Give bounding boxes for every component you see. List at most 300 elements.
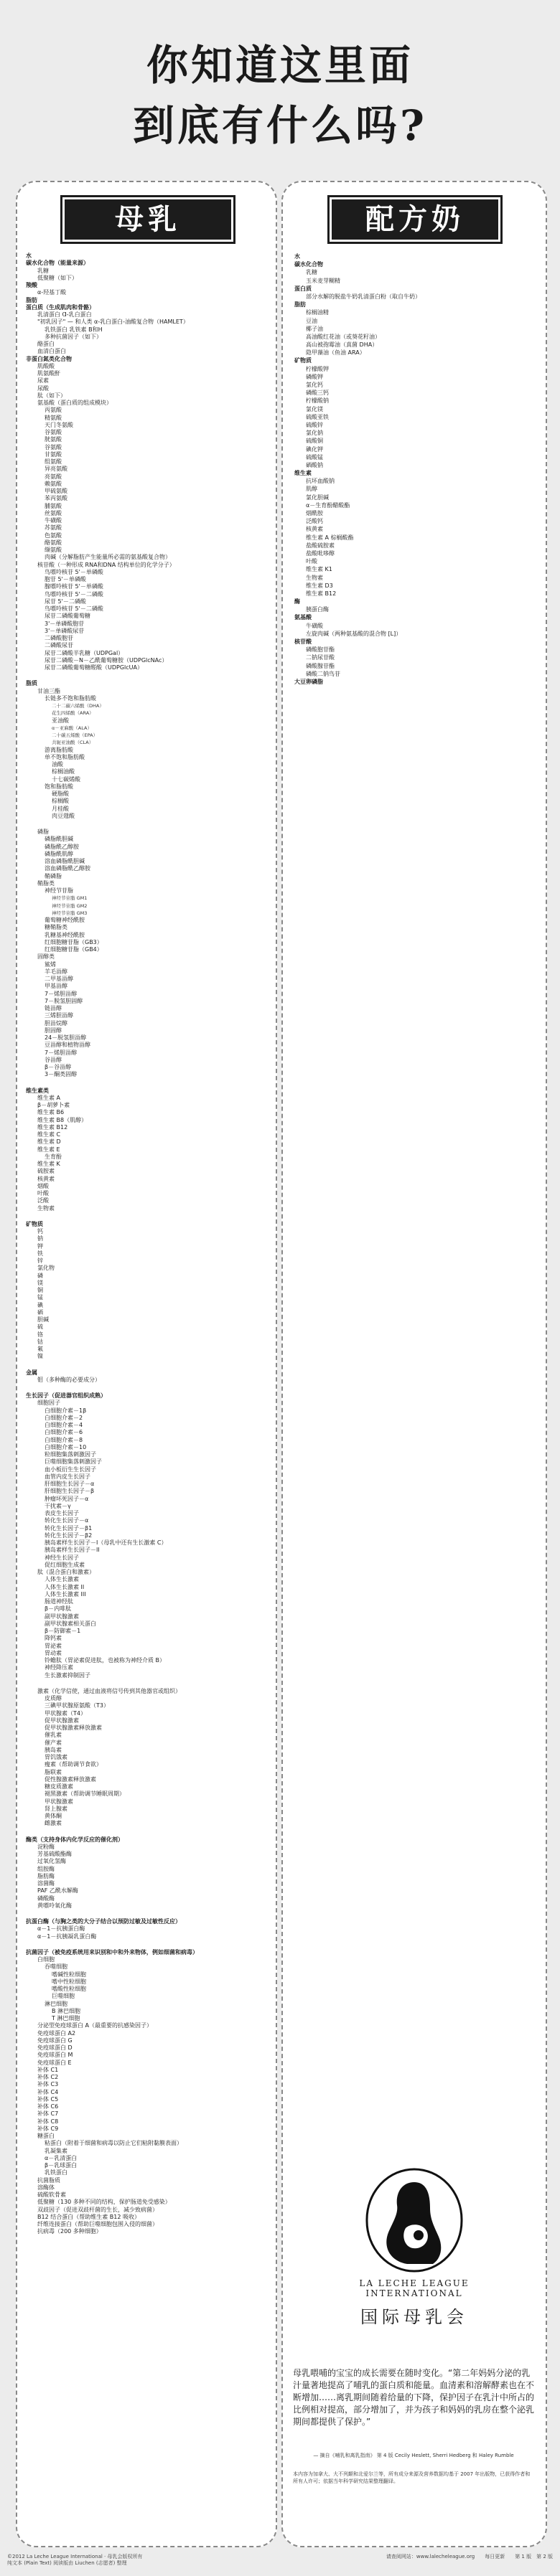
ingredient-item: 锰 [37, 1294, 43, 1301]
ingredient-item: 尿苷二磷酸葡萄糖 [45, 613, 90, 620]
ingredient-item: 抗坏血酸钠 [306, 478, 335, 485]
ingredient-item: 抗病毒（200 多种细胞） [37, 2228, 102, 2235]
ingredient-item: 二钠尿苷酸 [306, 654, 335, 661]
ingredient-item: 肌醇 [306, 486, 317, 493]
ingredient-item: 激素（化学信使，通过血液将信号传到其他器官或组织） [37, 1687, 181, 1694]
ingredient-item: B 淋巴细胞 [52, 2007, 81, 2014]
ingredient-item: 转化生长因子－α [45, 1517, 89, 1524]
ingredient-item: α－亚麻酸（ALA） [52, 725, 92, 731]
ingredient-item: 谷氨酸 [45, 429, 62, 435]
ingredient-item: 高油酸红花油（或葵花籽油） [306, 333, 381, 340]
ingredient-item: 免疫球蛋白 A2 [37, 2029, 76, 2037]
ingredient-item: 甲状腺素（T4） [45, 1709, 86, 1717]
spacer [26, 1940, 270, 1949]
ingredient-item: 磷脂 [37, 829, 49, 835]
breastmilk-column [16, 181, 277, 2547]
ingredient-item: B12 结合蛋白（帮助维生素 B12 吸收） [37, 2213, 140, 2220]
ingredient-item: 叶酸 [37, 1190, 49, 1197]
ingredient-item: 钾 [37, 1242, 43, 1250]
ingredient-item: 维生素 B12 [37, 1123, 68, 1131]
ingredient-item: 尿酸 [37, 384, 49, 392]
ingredient-item: 白细胞介素－1β [45, 1407, 87, 1414]
ingredient-item: 苏氨酸 [45, 524, 62, 532]
ingredient-item: 氯化钠 [306, 430, 323, 437]
ingredient-item: 生物素 [306, 574, 323, 581]
ingredient-item: 尿苷 5'－二磷酸 [45, 598, 86, 605]
ingredient-item: α－1－抗胰凝乳蛋白酶 [37, 1933, 97, 1940]
ingredient-item: 肿瘤坏死因子－α [45, 1495, 89, 1502]
ingredient-item: 补体 C2 [37, 2074, 59, 2080]
ingredient-item: 脂联素 [45, 1768, 62, 1775]
ingredient-item: 腺嘌呤核苷 5'－单磷酸 [45, 583, 103, 590]
ingredient-item: 白细胞介素－4 [45, 1422, 83, 1428]
ingredient-item: 补体 C8 [37, 2118, 59, 2125]
category-heading: 脂质 [26, 680, 37, 687]
ingredient-item: 铬 [37, 1331, 43, 1338]
ingredient-item: 维生素 K1 [306, 566, 332, 573]
ingredient-item: 副甲状腺激素 [45, 1613, 79, 1620]
ingredient-item: 氨基酸（蛋白质的组成模块） [37, 400, 112, 406]
category-heading: 水 [26, 253, 32, 259]
ingredient-item: 表皮生长因子 [45, 1510, 79, 1516]
ingredient-item: 酪蛋白 [37, 341, 55, 347]
ingredient-item: 乳凝集素 [45, 2147, 67, 2154]
spacer [26, 671, 270, 680]
ingredient-item: 淀粉酶 [37, 1843, 55, 1850]
ingredient-item: 维生素 A [37, 1094, 61, 1101]
category-heading: 蛋白质 [294, 285, 312, 292]
ingredient-item: α－乳清蛋白 [45, 2154, 78, 2161]
ingredient-item: 肾上腺素 [45, 1805, 67, 1812]
ingredient-item: 神经生长因子 [45, 1554, 79, 1561]
ingredient-item: 盐酸硫胺素 [306, 542, 335, 549]
ingredient-item: 胃泌素 [45, 1642, 62, 1649]
ingredient-item: 肠道神经肽 [45, 1598, 73, 1605]
ingredient-item: 鸟嘌呤核苷 5'－单磷酸 [45, 568, 103, 575]
spacer [26, 820, 270, 829]
category-heading: 矿物质 [294, 357, 312, 364]
category-heading: 碳水化合物 [294, 261, 323, 268]
category-heading: 非蛋白氮类化合物 [26, 355, 72, 362]
org-name-chinese: 国际母乳会 [360, 2307, 468, 2327]
ingredient-item: PAF 乙酰水解酶 [37, 1887, 78, 1895]
ingredient-item: 过氧化氢酶 [37, 1858, 66, 1865]
ingredient-item: 白细胞介素－2 [45, 1414, 83, 1421]
ingredient-item: 肽（混合蛋白和激素） [37, 1569, 95, 1575]
ingredient-item: 血小板衍生生长因子 [45, 1466, 96, 1473]
ingredient-item: 补体 C6 [37, 2103, 59, 2110]
ingredient-item: 牛磺酸 [306, 622, 323, 629]
ingredient-item: 硒酸钠 [306, 461, 323, 468]
ingredient-item: 氯化胆碱 [306, 494, 329, 501]
ingredient-item: 补体 C4 [37, 2088, 59, 2095]
ingredient-item: 牛磺酸 [45, 517, 62, 524]
ingredient-item: 二十二碳六烯酸（DHA） [52, 703, 104, 709]
ingredient-item: β－内啡肽 [45, 1605, 72, 1613]
ingredient-item: 十七碳烯酸 [52, 775, 80, 783]
ingredient-item: 生物素 [37, 1204, 55, 1212]
ingredient-item: 月桂酸 [52, 805, 69, 812]
ingredient-item: 丝氨酸 [45, 509, 62, 516]
ingredient-item: 葡萄糖神经酰胺 [45, 917, 85, 923]
ingredient-item: 隐甲藻油（鱼油 ARA） [306, 349, 365, 357]
ingredient-item: 镍 [37, 1353, 43, 1360]
ingredient-item: 生长激素抑制因子 [45, 1671, 90, 1679]
formula-badge: 配方奶 [327, 195, 503, 244]
ingredient-item: 补体 C3 [37, 2081, 59, 2088]
ingredient-item: 糖皮质激素 [45, 1783, 73, 1790]
ingredient-item: 催产素 [45, 1739, 62, 1746]
ingredient-item: 人体生长激素 III [45, 1590, 86, 1598]
ingredient-item: 磷酸腺苷酯 [306, 662, 335, 669]
category-heading: 大豆卵磷脂 [294, 678, 323, 685]
category-heading: 水 [294, 253, 300, 260]
quote-text: 母乳喂哺的宝宝的成长需要在随时变化。“第二年妈妈分泌的乳汁量著地提高了哺乳的蛋白质和能量。血清素和溶解酵素也在不断增加……离乳期间随着给量的下降，保护因子在乳汁中所占的比例相对提高，部分增加了，并为孩子和妈妈的乳房在整个泌乳期间都提供了保护。” [293, 2368, 535, 2427]
ingredient-item: β－胡萝卜素 [37, 1102, 70, 1108]
ingredient-item: 棕榈油酸 [52, 768, 75, 775]
ingredient-item: 饱和脂肪酸 [45, 783, 73, 790]
ingredient-item: 维生素 D [37, 1138, 61, 1146]
ingredient-item: 副甲状腺素相关蛋白 [45, 1620, 96, 1627]
ingredient-item: 亮氨酸 [45, 473, 62, 480]
footer-right: 请查阅网站：www.lalecheleague.org 每日更新 第 1 版 第 2 版 [386, 2554, 553, 2560]
ingredient-item: 维生素 B8（肌醇） [37, 1116, 88, 1123]
ingredient-item: 胰蛋白酶 [306, 606, 329, 613]
ingredient-item: 核黄素 [37, 1175, 55, 1182]
ingredient-item: 乳铁蛋白 [45, 2169, 67, 2176]
ingredient-item: 磷脂酰乙醇胺 [45, 843, 79, 850]
ingredient-item: 硒 [37, 1308, 43, 1316]
ingredient-item: 乳糖 [37, 267, 49, 274]
ingredient-item: 多种抗菌因子（如下） [45, 333, 102, 340]
ingredient-item: 肌酸酸 [37, 362, 55, 369]
ingredient-item: 尿苷二磷酸－N－乙酰葡萄糖胺（UDPGlcNAc） [45, 656, 168, 664]
ingredient-item: 神经节苷脂 GM3 [52, 910, 88, 916]
ingredient-item: 锌 [37, 1258, 43, 1264]
ingredient-item: 胆碱 [37, 1316, 49, 1323]
ingredient-item: 二甲基甾醇 [45, 976, 73, 982]
ingredient-item: 肽（如下） [37, 392, 66, 399]
ingredient-item: 白细胞介素－10 [45, 1443, 87, 1450]
ingredient-item: T 淋巴细胞 [52, 2015, 80, 2021]
ingredient-item: 粒细胞集落刺激因子 [45, 1451, 96, 1458]
page-title-line-1: 你知道这里面 [146, 41, 414, 90]
ingredient-item: 氯化钙 [306, 382, 323, 388]
ingredient-item: 泛酸 [37, 1197, 49, 1204]
footer-credit: 纯文本 (Plain Text) 阅读版由 Liuchen (志愿者) 整理 [7, 2560, 127, 2566]
ingredient-item: 酪氨酸 [45, 539, 62, 546]
category-heading: 脂肪 [26, 296, 37, 303]
ingredient-item: 氯化物 [37, 1265, 55, 1272]
ingredient-item: 链甾醇 [45, 1005, 62, 1011]
category-heading: 维生素类 [26, 1087, 49, 1094]
spacer [26, 1384, 270, 1392]
ingredient-item: 脯氨酸 [45, 502, 62, 509]
ingredient-item: 红细胞糖苷脂（GB4） [45, 946, 103, 953]
ingredient-item: 柠檬酸钠 [306, 397, 329, 405]
ingredient-item: 精氨酸 [45, 414, 62, 421]
ingredient-item: 神经节苷脂 GM1 [52, 895, 88, 902]
ingredient-item: 3'－单磷酸尿苷 [45, 627, 85, 634]
footer-left [7, 2554, 143, 2567]
category-heading: 矿物质 [26, 1220, 43, 1227]
ingredient-item: 双歧因子（促进双歧杆菌的生长，减少致病菌） [37, 2206, 158, 2213]
ingredient-item: 神经降压素 [45, 1664, 73, 1671]
ingredient-item: 二磷酸胞苷 [45, 635, 73, 641]
org-name-english: LA LECHE LEAGUE INTERNATIONAL [359, 2278, 470, 2298]
ingredient-item: 甘氨酸 [45, 450, 62, 458]
ingredient-item: β－防御素－1 [45, 1628, 81, 1634]
category-heading: 生长因子（促进器官组织成熟） [26, 1392, 106, 1399]
ingredient-item: 尿素 [37, 377, 49, 384]
ingredient-item: 硫酸铜 [306, 438, 323, 445]
ingredient-item: 钴 [37, 1338, 43, 1345]
ingredient-item: 花生四烯酸（ARA） [52, 710, 94, 717]
ingredient-item: 3'－单磷酸胞苷 [45, 620, 85, 627]
ingredient-item: 泛酸钙 [306, 518, 323, 525]
ingredient-item: 鲨烯 [45, 961, 56, 968]
ingredient-item: 色氨酸 [45, 532, 62, 539]
ingredient-item: 硫酸软骨素 [37, 2192, 66, 2198]
ingredient-item: 钠 [37, 1235, 43, 1242]
ingredient-item: 谷氨酸 [45, 443, 62, 450]
ingredient-item: α－生育酚醋酸酯 [306, 501, 350, 509]
ingredient-item: 胆固醇 [45, 1027, 62, 1034]
breastmilk-badge: 母乳 [60, 195, 235, 244]
formula-ingredient-list [294, 253, 540, 686]
ingredient-item: 降钙素 [45, 1635, 62, 1642]
ingredient-item: 促甲状腺激素释放激素 [45, 1725, 102, 1731]
ingredient-item: 丙氨酸 [45, 407, 62, 414]
ingredient-item: 溶菌酶 [37, 1880, 55, 1887]
ingredient-item: 淋巴细胞 [45, 2000, 67, 2007]
ingredient-item: 芳基硫酸酯酶 [37, 1851, 72, 1857]
ingredient-item: 维生素 K [37, 1161, 60, 1167]
ingredient-item: 长链多不饱和脂肪酸 [45, 694, 96, 702]
ingredient-item: 7－脱氢胆固醇 [45, 997, 83, 1004]
spacer [26, 1679, 270, 1688]
ingredient-item: 豆油 [306, 317, 317, 324]
ingredient-item: 棕榈酸 [52, 798, 69, 805]
ingredient-item: α－1－抗胰蛋白酶 [37, 1925, 85, 1933]
ingredient-item: 豆甾醇和植物甾醇 [45, 1042, 90, 1049]
ingredient-item: 维生素 C [37, 1131, 61, 1138]
ingredient-item: 柠檬酸钾 [306, 365, 329, 372]
ingredient-item: 胆甾烷醇 [45, 1019, 67, 1027]
ingredient-item: 甘油三酯 [37, 687, 60, 694]
page-title-line-2: 到底有什么吗? [133, 101, 427, 150]
ingredient-item: 粘蛋白（附着于细菌和病毒以防止它们粘附黏膜表面） [45, 2140, 182, 2147]
ingredient-item: 肝细胞生长因子－β [45, 1488, 95, 1495]
ingredient-item: 磷 [37, 1272, 43, 1279]
ingredient-item: 左旋肉碱（两种氨基酸的混合物 [L]） [306, 630, 402, 637]
footnote: 本内容为加拿大、大不列颠和北爱尔兰等，所有成分来源及营养数据均基于 2007 年出版物，已获得作者和所有人许可；依据当年科学研究结果整理翻译。 [293, 2471, 531, 2484]
ingredient-item: 雌激素 [45, 1820, 62, 1827]
ingredient-item: 神经节苷脂 GM2 [52, 902, 88, 909]
ingredient-item: 二十碳五烯酸（EPA） [52, 732, 98, 738]
ingredient-item: 铃蟾肽（胃泌素促进肽，也被称为神经介质 B） [45, 1657, 166, 1664]
ingredient-item: 嗜酸性粒细胞 [52, 1986, 86, 1992]
ingredient-item: 碘化钾 [306, 445, 323, 453]
ingredient-item: 硬脂酸 [52, 791, 69, 797]
ingredient-item: 硫酸亚铁 [306, 413, 329, 420]
ingredient-item: 维生素 B12 [306, 590, 337, 597]
ingredient-item: 异亮氨酸 [45, 466, 67, 473]
ingredient-item: 乳铁蛋白 乳铁素 B和H [45, 326, 103, 333]
ingredient-item: 组氨酸 [45, 458, 62, 465]
ingredient-item: 固醇类 [37, 953, 55, 961]
ingredient-item: 皮质醇 [45, 1695, 62, 1702]
ingredient-item: 烟酰胺 [306, 510, 323, 516]
ingredient-item: 人体生长激素 [45, 1576, 79, 1583]
ingredient-item: β－谷甾醇 [45, 1064, 72, 1070]
ingredient-item: 瘦素（帮助调节食欲） [45, 1761, 102, 1768]
ingredient-item: 黄嘌呤氧化酶 [37, 1902, 72, 1909]
ingredient-item: 24－脱氢胆甾醇 [45, 1034, 87, 1041]
ingredient-item: 3－酮类固醇 [45, 1071, 78, 1078]
ingredient-item: 羊毛甾醇 [45, 968, 67, 975]
ingredient-item: 硫 [37, 1324, 43, 1331]
ingredient-item: 磷酸钾 [306, 373, 323, 380]
ingredient-item: 免疫球蛋白 G [37, 2037, 73, 2044]
ingredient-item: 磷酸三钙 [306, 390, 329, 397]
ingredient-item: 乳糖 [306, 269, 317, 276]
ingredient-item: 钙 [37, 1228, 43, 1235]
ingredient-item: 核苷酸（一种形成 RNA和DNA 结构单位的化学分子） [37, 561, 175, 568]
category-heading: 脂肪 [294, 301, 306, 308]
ingredient-item: 亚油酸 [52, 717, 69, 724]
ingredient-item: 磷脂酰肌醇 [45, 850, 73, 857]
ingredient-item: 巨噬细胞 [52, 1993, 75, 2000]
ingredient-item: 补体 C7 [37, 2110, 59, 2118]
ingredient-item: 溶血磷脂酰乙醇胺 [45, 865, 90, 872]
ingredient-item: 维生素 D3 [306, 582, 333, 589]
ingredient-item: 补体 C1 [37, 2066, 59, 2073]
ingredient-item: 血管内皮生长因子 [45, 1473, 90, 1480]
ingredient-item: 共轭亚油酸（CLA） [52, 740, 94, 746]
ingredient-item: 低聚糖（如下） [37, 274, 78, 281]
ingredient-item: 鞘脂类 [37, 879, 55, 887]
lll-logo [325, 2166, 504, 2328]
ingredient-item: 维生素 E [37, 1146, 60, 1153]
spacer [26, 1828, 270, 1836]
ingredient-item: 钼（多种酶的必要成分） [37, 1376, 101, 1383]
ingredient-item: 硫酸锰 [306, 453, 323, 461]
ingredient-item: 褪黑激素（帮助调节睡眠周期） [45, 1791, 125, 1798]
ingredient-item: 铁 [37, 1250, 43, 1257]
ingredient-item: 肌氨酸酐 [37, 370, 60, 377]
ingredient-item: 纤维连接蛋白（帮助巨噬细胞包围入侵的细菌） [37, 2221, 158, 2227]
ingredient-item: 乳清蛋白 Ɑ-乳白蛋白 [37, 311, 92, 318]
ingredient-item: 巨噬细胞集落刺激因子 [45, 1458, 102, 1466]
ingredient-item: 氟 [37, 1346, 43, 1352]
ingredient-item: β－乳球蛋白 [45, 2162, 78, 2169]
quote-source: — 摘自《哺乳和离乳指南》 第 4 版 Cecily Heslett, Sherri Hedberg 和 Haley Rumble [313, 2453, 514, 2458]
ingredient-item: 补体 C5 [37, 2095, 59, 2103]
category-heading: 碳水化合物（能量来源） [26, 260, 89, 267]
ingredient-item: 镁 [37, 1279, 43, 1286]
ingredient-item: 人体生长激素 II [45, 1583, 85, 1590]
ingredient-item: 白细胞介素－6 [45, 1429, 83, 1436]
footer-copyright: ©2012 La Leche League International · 母乳会版权所有 [7, 2554, 143, 2560]
ingredient-item: 游离脂肪酸 [45, 746, 73, 753]
spacer [26, 1361, 270, 1369]
ingredient-item: 烟酸 [37, 1182, 49, 1189]
category-heading: 氨基酸 [294, 614, 312, 621]
ingredient-item: 缬氨酸 [45, 547, 62, 553]
ingredient-item: 免疫球蛋白 M [37, 2052, 73, 2059]
category-heading: 抗蛋白酶（与胸之类的大分子结合以预防过敏及过敏性反应） [26, 1918, 181, 1925]
ingredient-item: 转化生长因子－β2 [45, 1532, 93, 1539]
ingredient-item: 甲基甾醇 [45, 983, 67, 990]
category-heading: 金属 [26, 1369, 37, 1376]
ingredient-item: 黄体酮 [45, 1813, 62, 1819]
ingredient-item: 磷脂酰胆碱 [45, 836, 73, 843]
category-heading: 酶 [294, 598, 300, 605]
ingredient-item: "初乳因子" — 和人类 α-乳白蛋白-油酸复合物（HAMLET） [37, 319, 189, 326]
ingredient-item: 红细胞糖苷脂（GB3） [45, 938, 103, 945]
ingredient-item: 免疫球蛋白 D [37, 2044, 73, 2051]
category-heading: 羧酸 [26, 282, 37, 288]
ingredient-item: 嗜中性粒细胞 [52, 1978, 86, 1985]
ingredient-item: 维生素 B6 [37, 1109, 65, 1116]
ingredient-item: 二磷酸尿苷 [45, 642, 73, 649]
ingredient-item: 7－烯胆甾醇 [45, 1049, 78, 1056]
ingredient-item: 磷酸酶 [37, 1895, 55, 1902]
ingredient-item: 肉豆蔻酸 [52, 812, 75, 819]
ingredient-item: 部分水解的脱盐牛奶乳清蛋白粉（取自牛奶） [306, 293, 421, 300]
ingredient-item: 棕榈油精 [306, 309, 329, 316]
ingredient-item: 天门冬氨酸 [45, 421, 73, 428]
ingredient-item: 分泌型免疫球蛋白 A（最重要的抗感染因子） [37, 2022, 153, 2029]
category-heading: 蛋白质（生成肌肉和骨骼） [26, 303, 95, 311]
ingredient-item: 椰子油 [306, 325, 323, 332]
ingredient-item: 磷酸胞苷酯 [306, 646, 335, 654]
ingredient-item: 油酸 [52, 761, 63, 768]
ingredient-item: 胰岛素样生长因子－II [45, 1547, 100, 1554]
ingredient-item: 糖蛋白 [37, 2133, 55, 2139]
ingredient-item: 溶酶体 [37, 2184, 55, 2191]
ingredient-item: 促红细胞生成素 [45, 1561, 85, 1568]
category-heading: 酶类（支持身体内化学反应的催化剂） [26, 1836, 123, 1843]
ingredient-item: 磷酸二钠鸟苷 [306, 670, 340, 677]
ingredient-item: 糖鞘脂类 [45, 924, 67, 931]
ingredient-item: 盐酸吡哆醇 [306, 549, 335, 557]
ingredient-item: 细胞因子 [37, 1400, 60, 1407]
ingredient-item: 生育酚 [45, 1153, 62, 1160]
ingredient-item: 鞘磷脂 [45, 872, 62, 879]
ingredient-item: 胰岛素样生长因子－I（母乳中还有生长激素 C） [45, 1539, 167, 1546]
spacer [26, 1910, 270, 1918]
category-heading: 抗菌因子（被免疫系统用来识别和中和外来物体，例如细菌和病毒） [26, 1948, 198, 1955]
ingredient-item: 白细胞介素－8 [45, 1436, 83, 1443]
ingredient-item: 核黄素 [306, 526, 323, 533]
ingredient-item: 硫酸锌 [306, 421, 323, 428]
category-heading: 核苷酸 [294, 638, 312, 645]
ingredient-item: 胃饥饿素 [45, 1754, 67, 1760]
spacer [26, 1079, 270, 1088]
ingredient-item: 胰岛素 [45, 1746, 62, 1753]
ingredient-item: α-羟基丁酸 [37, 289, 67, 296]
ingredient-item: 溶血磷脂酰胆碱 [45, 858, 85, 864]
category-heading: 维生素 [294, 470, 312, 477]
ingredient-item: 高山被孢霉油（真菌 DHA） [306, 341, 378, 349]
ingredient-item: 三烯胆甾醇 [45, 1012, 73, 1019]
mother-baby-icon [364, 2166, 465, 2274]
ingredient-item: 尿苷二磷酸半乳糖（UDPGal） [45, 649, 124, 656]
ingredient-item: 促甲状腺激素 [45, 1717, 79, 1724]
ingredient-item: 补体 C9 [37, 2125, 59, 2132]
